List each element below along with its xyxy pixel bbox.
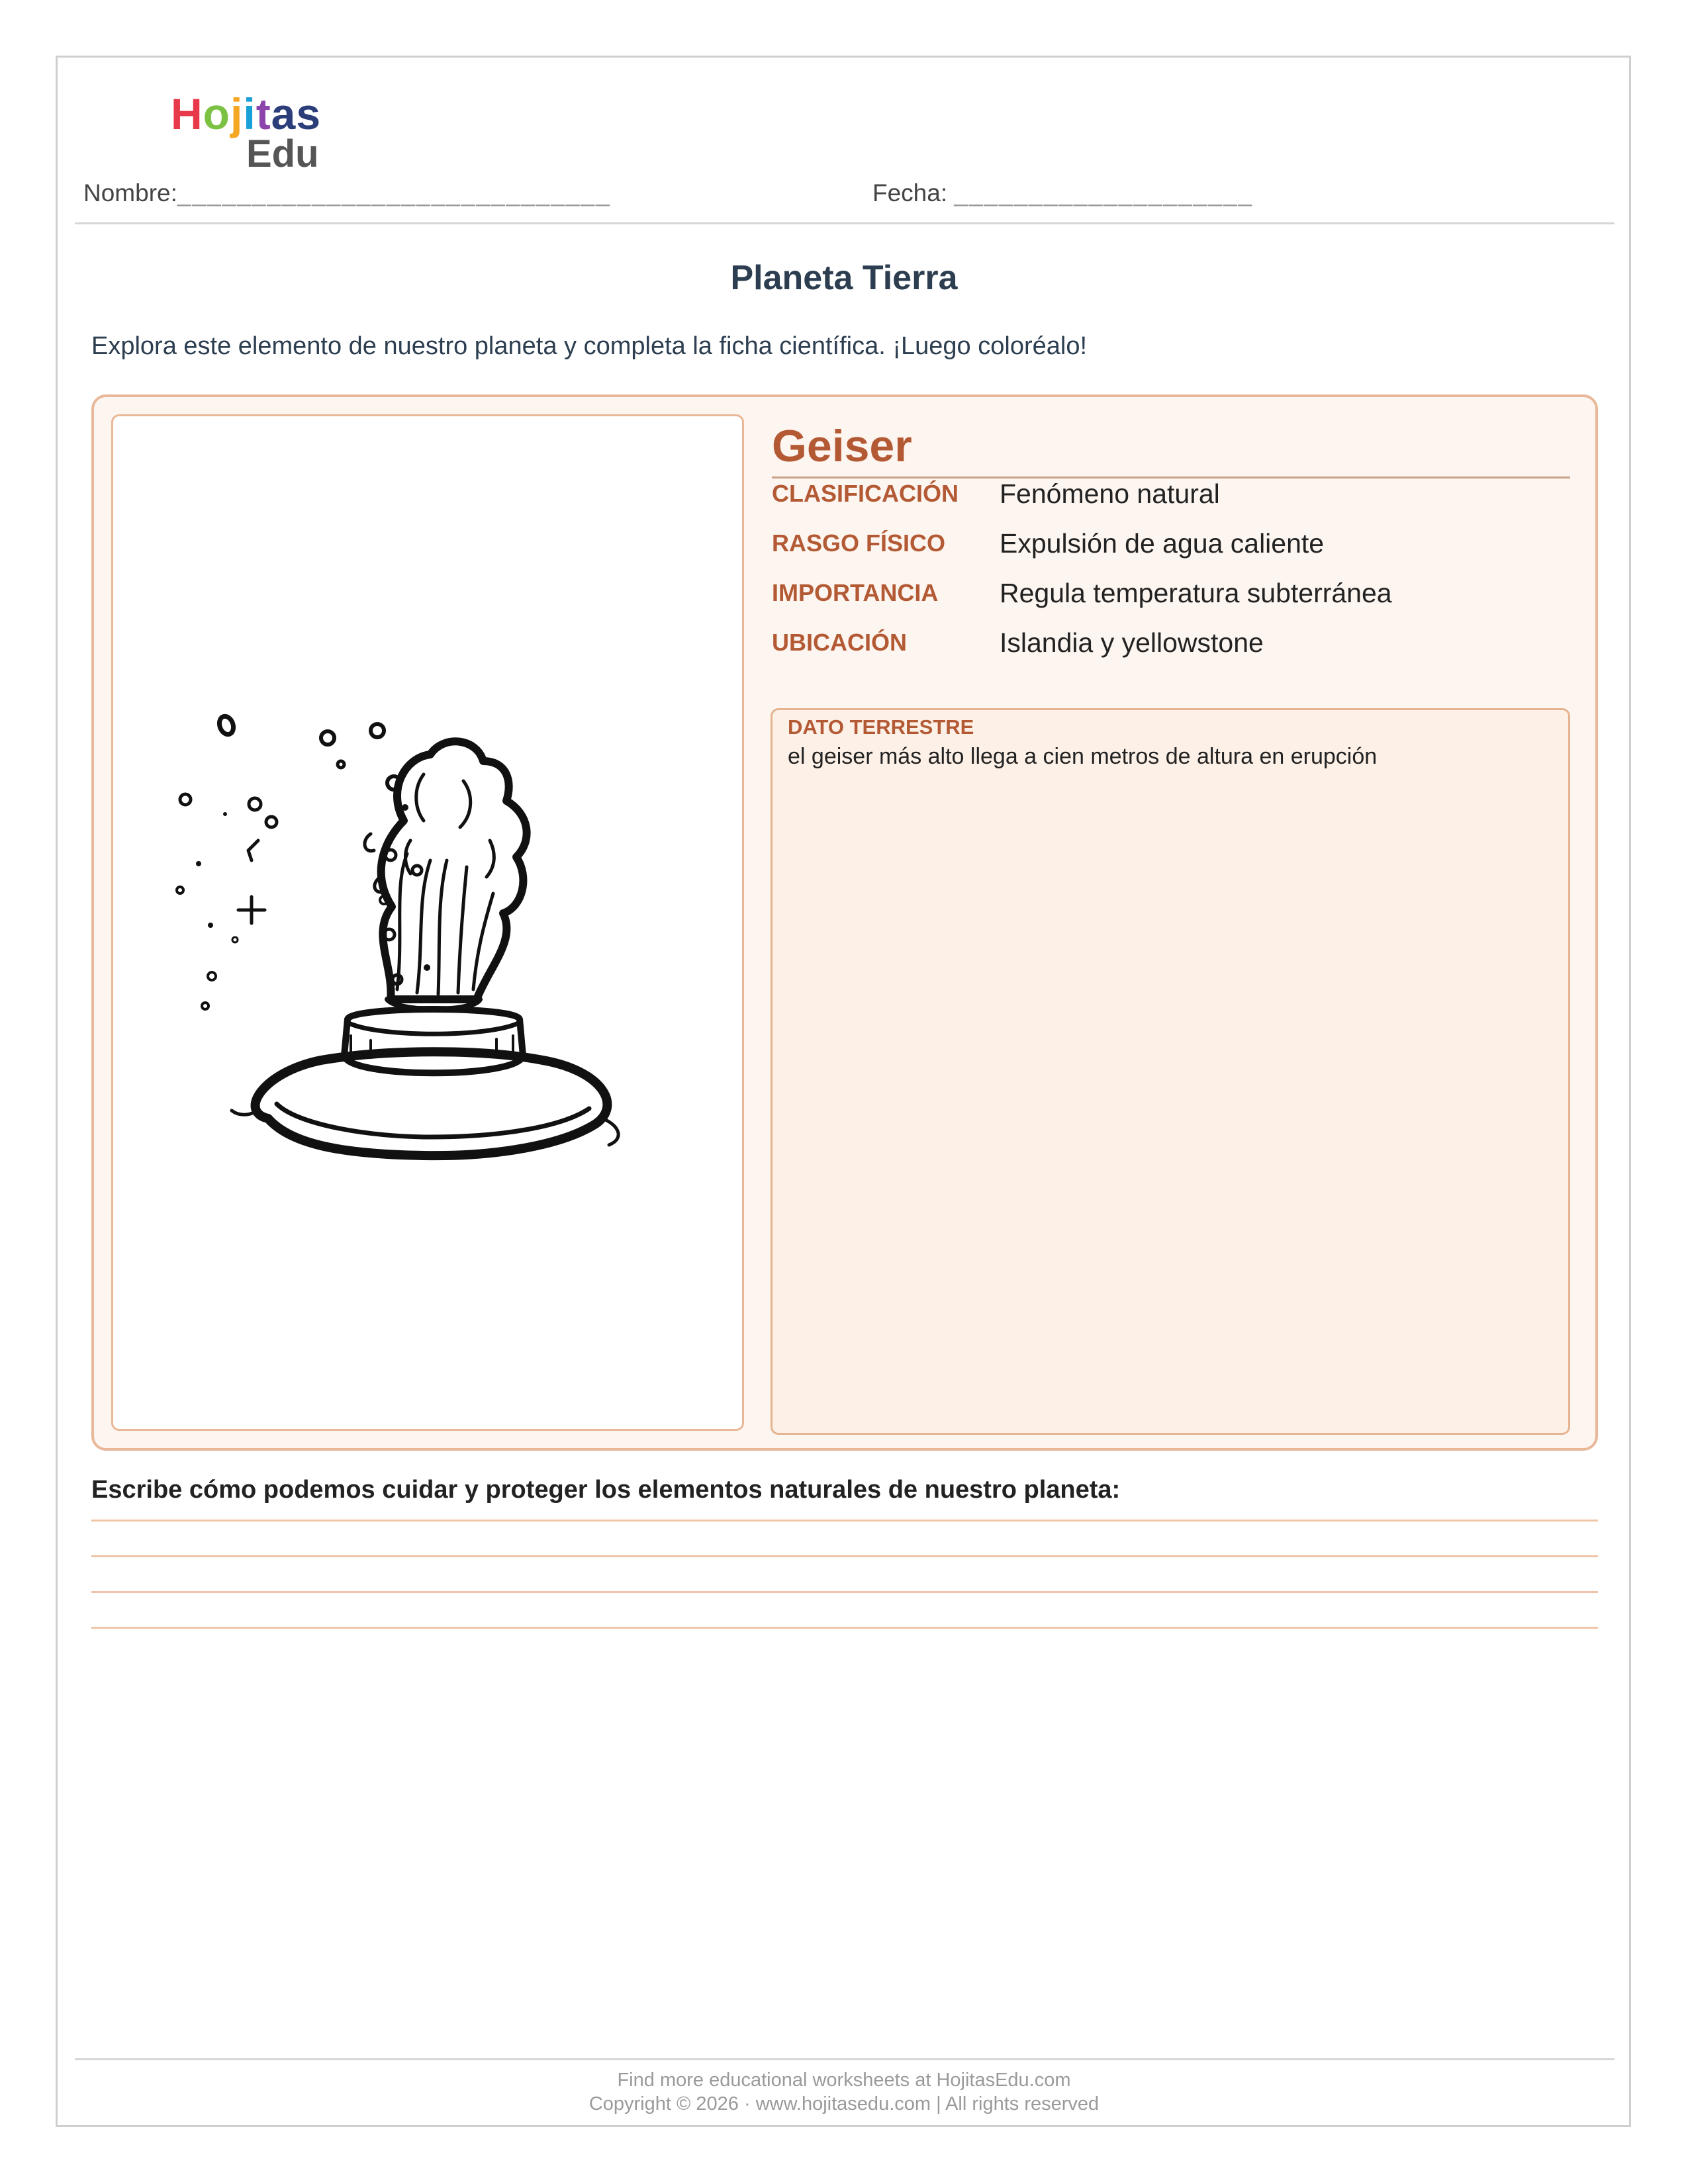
- date-label: Fecha:: [872, 179, 948, 206]
- fact-text: el geiser más alto llega a cien metros de altura en erupción: [788, 744, 1378, 769]
- fact-box: [771, 708, 1570, 1435]
- property-value-classification: Fenómeno natural: [1000, 478, 1220, 509]
- geyser-coloring-illustration[interactable]: [132, 622, 728, 1218]
- writing-line[interactable]: [91, 1591, 1598, 1593]
- footer-divider: [75, 2058, 1615, 2060]
- writing-line[interactable]: [91, 1627, 1598, 1629]
- name-label: Nombre:: [83, 179, 177, 206]
- property-value-physical-trait: Expulsión de agua caliente: [1000, 528, 1325, 559]
- instructions-text: Explora este elemento de nuestro planeta y completa la ficha científica. ¡Luego coloréalo!: [91, 332, 1088, 360]
- element-name: Geiser: [772, 421, 912, 471]
- property-key-importance: IMPORTANCIA: [772, 579, 939, 606]
- date-field[interactable]: [872, 177, 1253, 209]
- date-blank[interactable]: ____________________: [954, 179, 1253, 206]
- writing-line[interactable]: [91, 1555, 1598, 1557]
- brand-logo: [171, 87, 330, 173]
- logo-sub-text: Edu: [246, 132, 319, 175]
- header-divider: [75, 222, 1615, 224]
- property-key-classification: CLASIFICACIÓN: [772, 480, 959, 507]
- logo-brand-text: Hojitas: [171, 89, 322, 138]
- fact-label: DATO TERRESTRE: [788, 715, 974, 739]
- property-value-location: Islandia y yellowstone: [1000, 627, 1264, 658]
- name-field[interactable]: [83, 177, 611, 209]
- writing-prompt: Escribe cómo podemos cuidar y proteger los elementos naturales de nuestro planeta:: [91, 1476, 1121, 1504]
- page-title: Planeta Tierra: [730, 259, 958, 297]
- property-value-importance: Regula temperatura subterránea: [1000, 578, 1392, 608]
- property-key-location: UBICACIÓN: [772, 629, 907, 656]
- writing-line[interactable]: [91, 1520, 1598, 1522]
- footer-copyright: Copyright © 2026 · www.hojitasedu.com | All rights reserved: [588, 2093, 1100, 2115]
- property-key-physical-trait: RASGO FÍSICO: [772, 529, 946, 557]
- footer-promo-text: Find more educational worksheets at HojitasEdu.com: [617, 2070, 1071, 2091]
- name-blank[interactable]: _____________________________: [177, 179, 611, 206]
